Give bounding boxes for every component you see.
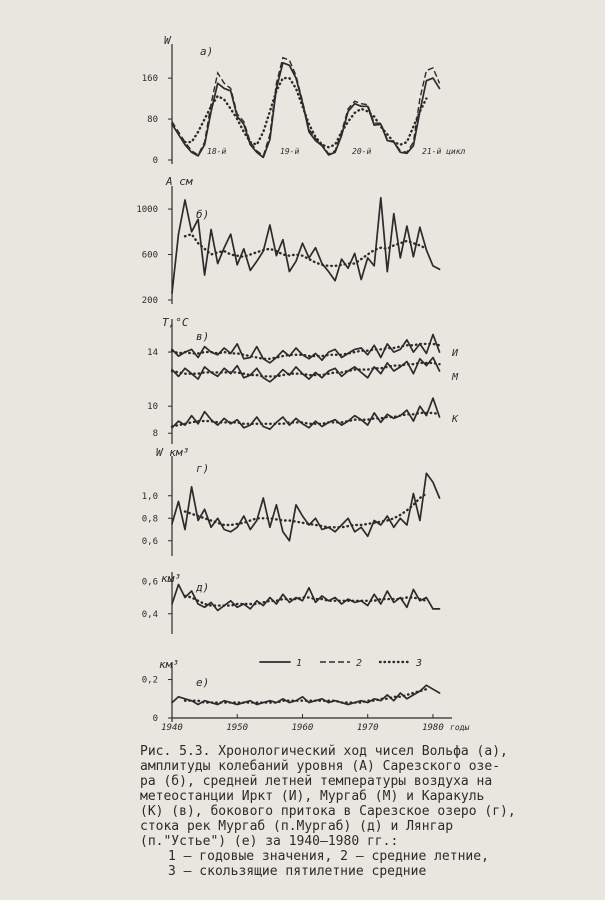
legend-label-3: 3	[416, 658, 423, 669]
series-line-a-solid-0	[172, 63, 440, 158]
legend-label-1: 1	[296, 658, 303, 669]
y-tick-label-d: 0,4	[141, 609, 158, 620]
series-label-М: М	[452, 372, 459, 383]
y-tick-label-b: 600	[141, 250, 158, 261]
x-tick-label: 1950	[226, 723, 249, 733]
y-axis-label-v: T,°C	[162, 316, 189, 329]
caption-legend-line: 1 – годовые значения, 2 – средние летние,	[168, 849, 489, 864]
cycle-annotation: 20-й	[352, 147, 372, 156]
y-tick-label-b: 1000	[136, 205, 158, 216]
x-axis-unit: годы	[450, 723, 470, 732]
panel-label-b: б)	[196, 208, 210, 221]
x-tick-label: 1940	[161, 723, 183, 733]
series-line-v-solid-2	[172, 358, 440, 382]
x-tick-label: 1980	[422, 723, 444, 733]
y-axis-label-g: W км³	[156, 446, 190, 459]
caption-legend-line: 3 – скользящие пятилетние средние	[168, 864, 427, 879]
caption-line: метеостанции Иркт (И), Мургаб (М) и Каракуль	[140, 789, 485, 804]
y-axis-label-d: км³	[161, 572, 181, 585]
caption-line: стока рек Мургаб (п.Мургаб) (д) и Лянгар	[140, 819, 454, 834]
legend-label-2: 2	[356, 658, 363, 669]
y-tick-label-b: 200	[141, 296, 158, 306]
y-tick-label-v: 10	[147, 402, 158, 413]
series-line-g-solid-0	[172, 473, 440, 541]
cycle-annotation: 19-й	[280, 147, 300, 156]
series-line-e-dotted-1	[185, 689, 426, 702]
y-tick-label-a: 160	[141, 74, 158, 85]
panel-label-a: а)	[200, 45, 214, 58]
y-tick-label-g: 0,8	[141, 514, 158, 525]
y-tick-label-v: 8	[152, 429, 158, 440]
caption-line: Рис. 5.3. Хронологический ход чисел Вольфа (а),	[140, 744, 508, 759]
caption-line: ра (б), средней летней температуры воздуха на	[140, 774, 493, 789]
series-label-К: К	[452, 414, 459, 425]
series-line-v-solid-4	[172, 398, 440, 429]
caption-line: амплитуды колебаний уровня (А) Сарезского озе-	[140, 759, 501, 774]
panel-label-e: е)	[196, 676, 210, 689]
y-tick-label-v: 14	[147, 348, 158, 359]
y-axis-label-b: A см	[166, 175, 193, 188]
y-tick-label-d: 0,6	[141, 577, 158, 588]
y-tick-label-g: 0,6	[141, 536, 158, 547]
caption-line: (п."Устье") (е) за 1940–1980 гг.:	[140, 834, 399, 849]
y-tick-label-e: 0,2	[141, 675, 158, 686]
x-tick-label: 1970	[356, 723, 379, 733]
y-tick-label-g: 1,0	[141, 491, 158, 502]
caption-line: (К) (в), бокового притока в Сарезское озеро (г),	[140, 804, 516, 819]
series-line-v-dotted-3	[172, 363, 440, 377]
figure-caption	[140, 744, 570, 879]
y-axis-label-e: км³	[159, 658, 179, 671]
panel-label-g: г)	[196, 462, 210, 475]
series-line-v-solid-0	[172, 335, 440, 363]
panel-label-d: д)	[196, 581, 210, 594]
series-label-И: И	[452, 348, 459, 359]
y-tick-label-a: 80	[147, 115, 158, 126]
x-tick-label: 1960	[291, 723, 314, 733]
y-tick-label-e: 0	[152, 714, 158, 724]
panel-label-v: в)	[196, 330, 210, 343]
series-line-d-solid-0	[172, 585, 440, 611]
cycle-annotation: 21-й цикл	[422, 147, 466, 156]
cycle-annotation: 18-й	[207, 147, 227, 156]
y-axis-label-a: W	[164, 34, 171, 47]
y-tick-label-a: 0	[152, 156, 158, 166]
series-line-b-solid-0	[172, 198, 440, 294]
